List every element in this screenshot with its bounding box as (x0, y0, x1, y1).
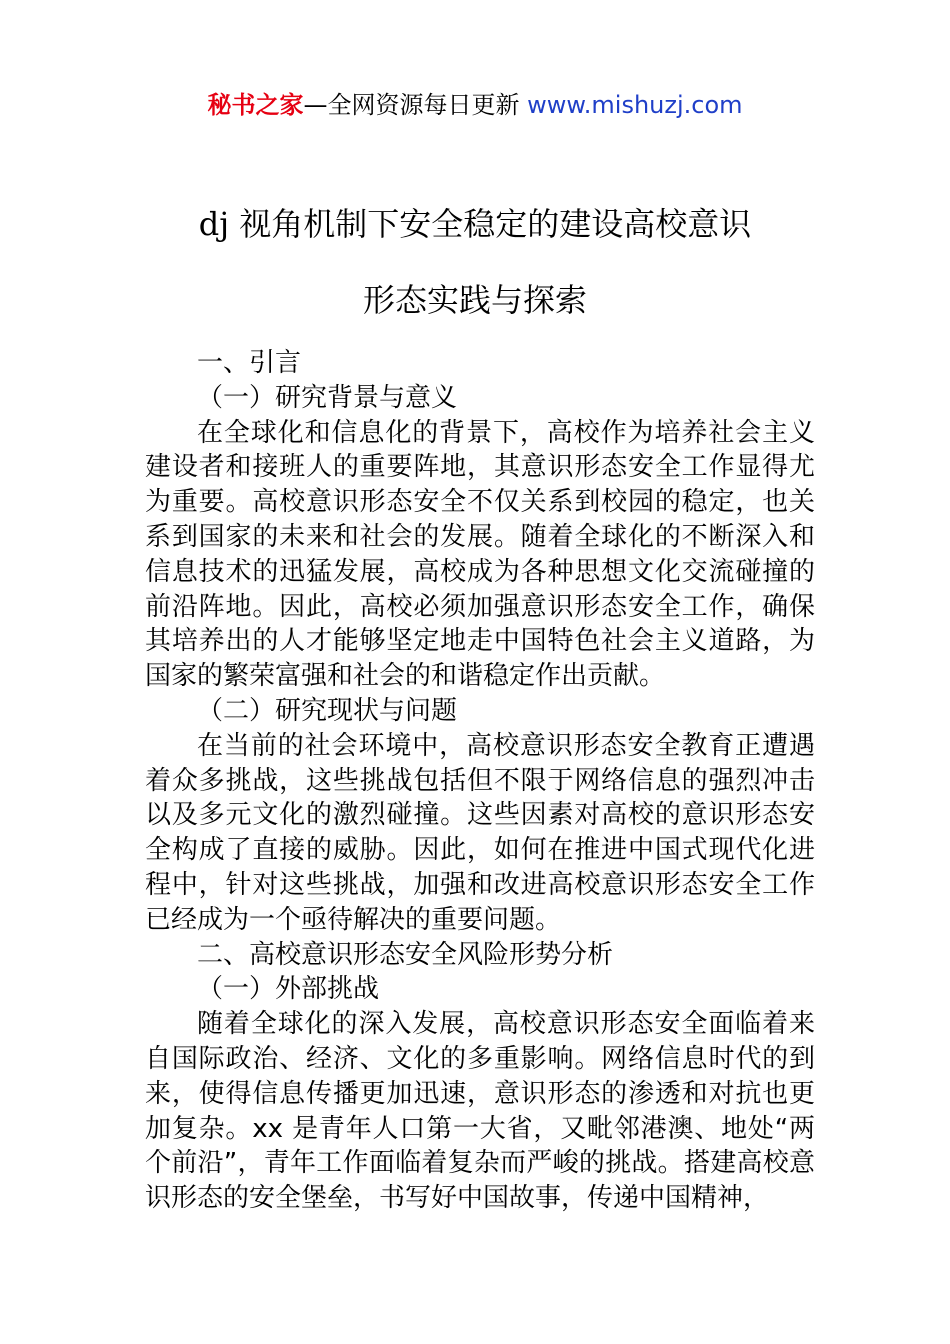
body-paragraph: 随着全球化的深入发展，高校意识形态安全面临着来自国际政治、经济、文化的多重影响。网络信息时代的到来，使得信息传播更加迅速，意识形态的渗透和对抗也更加复杂。xx 是青年人口第一大省，又毗邻港澳、地处“两个前沿”，青年工作面临着复杂而严峻的挑战。搭建高校意识形态的安全堡垒，书写好中国故事，传递中国精神， (145, 1009, 815, 1214)
body-paragraph: 在全球化和信息化的背景下，高校作为培养社会主义建设者和接班人的重要阵地，其意识形态安全工作显得尤为重要。高校意识形态安全不仅关系到校园的稳定，也关系到国家的未来和社会的发展。随着全球化的不断深入和信息技术的迅猛发展，高校成为各种思想文化交流碰撞的前沿阵地。因此，高校必须加强意识形态安全工作，确保其培养出的人才能够坚定地走中国特色社会主义道路，为国家的繁荣富强和社会的和谐稳定作出贡献。 (145, 417, 815, 692)
site-banner (0, 88, 950, 122)
section-heading: 二、高校意识形态安全风险形势分析 (197, 939, 614, 970)
subsection-heading: （二）研究现状与问题 (197, 695, 458, 726)
document-title (0, 186, 950, 338)
subsection-heading: （一）研究背景与意义 (197, 382, 458, 413)
document-body (145, 346, 815, 1216)
body-paragraph: 在当前的社会环境中，高校意识形态安全教育正遭遇着众多挑战，这些挑战包括但不限于网络信息的强烈冲击以及多元文化的激烈碰撞。这些因素对高校的意识形态安全构成了直接的威胁。因此，如何在推进中国式现代化进程中，针对这些挑战，加强和改进高校意识形态安全工作已经成为一个亟待解决的重要问题。 (145, 730, 815, 935)
subsection-heading: （一）外部挑战 (197, 974, 380, 1005)
section-heading: 一、引言 (197, 348, 302, 378)
site-url-link[interactable]: www.mishuzj.com (527, 91, 743, 119)
title-line-1: dj 视角机制下安全稳定的建设高校意识 (198, 205, 752, 243)
site-brand: 秘书之家 (207, 91, 304, 119)
title-line-2: 形态实践与探索 (362, 281, 587, 319)
site-tagline: —全网资源每日更新 (303, 91, 528, 119)
